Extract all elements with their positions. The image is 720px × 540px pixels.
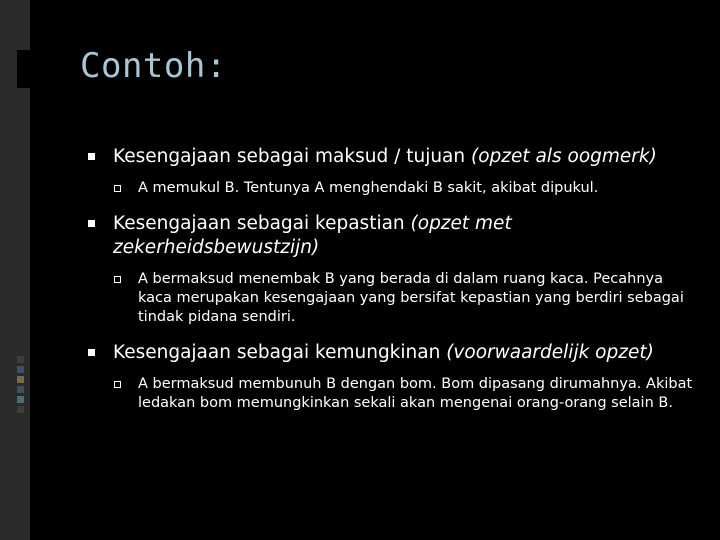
decorative-mark [17, 376, 24, 383]
sub-bullet-text: A bermaksud menembak B yang berada di dalam ruang kaca. Pecahnya kaca merupakan kesengajaan yang bersifat kepastian yang berdiri sebagai tindak pidana sendiri. [138, 271, 684, 325]
hollow-square-bullet-icon [114, 381, 121, 388]
bullet-item-1 [88, 145, 698, 169]
sub-bullet-item-3 [88, 375, 698, 413]
bullet-emphasis: (opzet met zekerheidsbewustzijn) [113, 213, 512, 258]
bullet-text: Kesengajaan sebagai kemungkinan [113, 342, 447, 363]
decorative-mark [17, 366, 24, 373]
sub-bullet-text: A bermaksud membunuh B dengan bom. Bom dipasang dirumahnya. Akibat ledakan bom memungkinkan sekali akan mengenai orang-orang selain B. [138, 376, 693, 411]
bullet-text: Kesengajaan sebagai maksud / tujuan [113, 146, 471, 167]
sub-bullet-item-2 [88, 270, 698, 327]
bullet-emphasis: (opzet als oogmerk) [471, 146, 657, 167]
bullet-list [88, 145, 698, 427]
sub-bullet-text: A memukul B. Tentunya A menghendaki B sakit, akibat dipukul. [138, 180, 599, 196]
square-bullet-icon [88, 349, 95, 356]
title-accent-bar [17, 50, 30, 88]
decorative-mark [17, 386, 24, 393]
square-bullet-icon [88, 153, 95, 160]
slide-title: Contoh: [80, 46, 227, 86]
square-bullet-icon [88, 220, 95, 227]
bullet-item-2 [88, 212, 698, 260]
bullet-text: Kesengajaan sebagai kepastian [113, 213, 411, 234]
bullet-emphasis: (voorwaardelijk opzet) [446, 342, 654, 363]
decorative-mark [17, 396, 24, 403]
decorative-mark [17, 406, 24, 413]
bullet-item-3 [88, 341, 698, 365]
decorative-mark [17, 356, 24, 363]
sub-bullet-item-1 [88, 179, 698, 198]
hollow-square-bullet-icon [114, 276, 121, 283]
hollow-square-bullet-icon [114, 185, 121, 192]
decorative-marks [17, 356, 24, 416]
